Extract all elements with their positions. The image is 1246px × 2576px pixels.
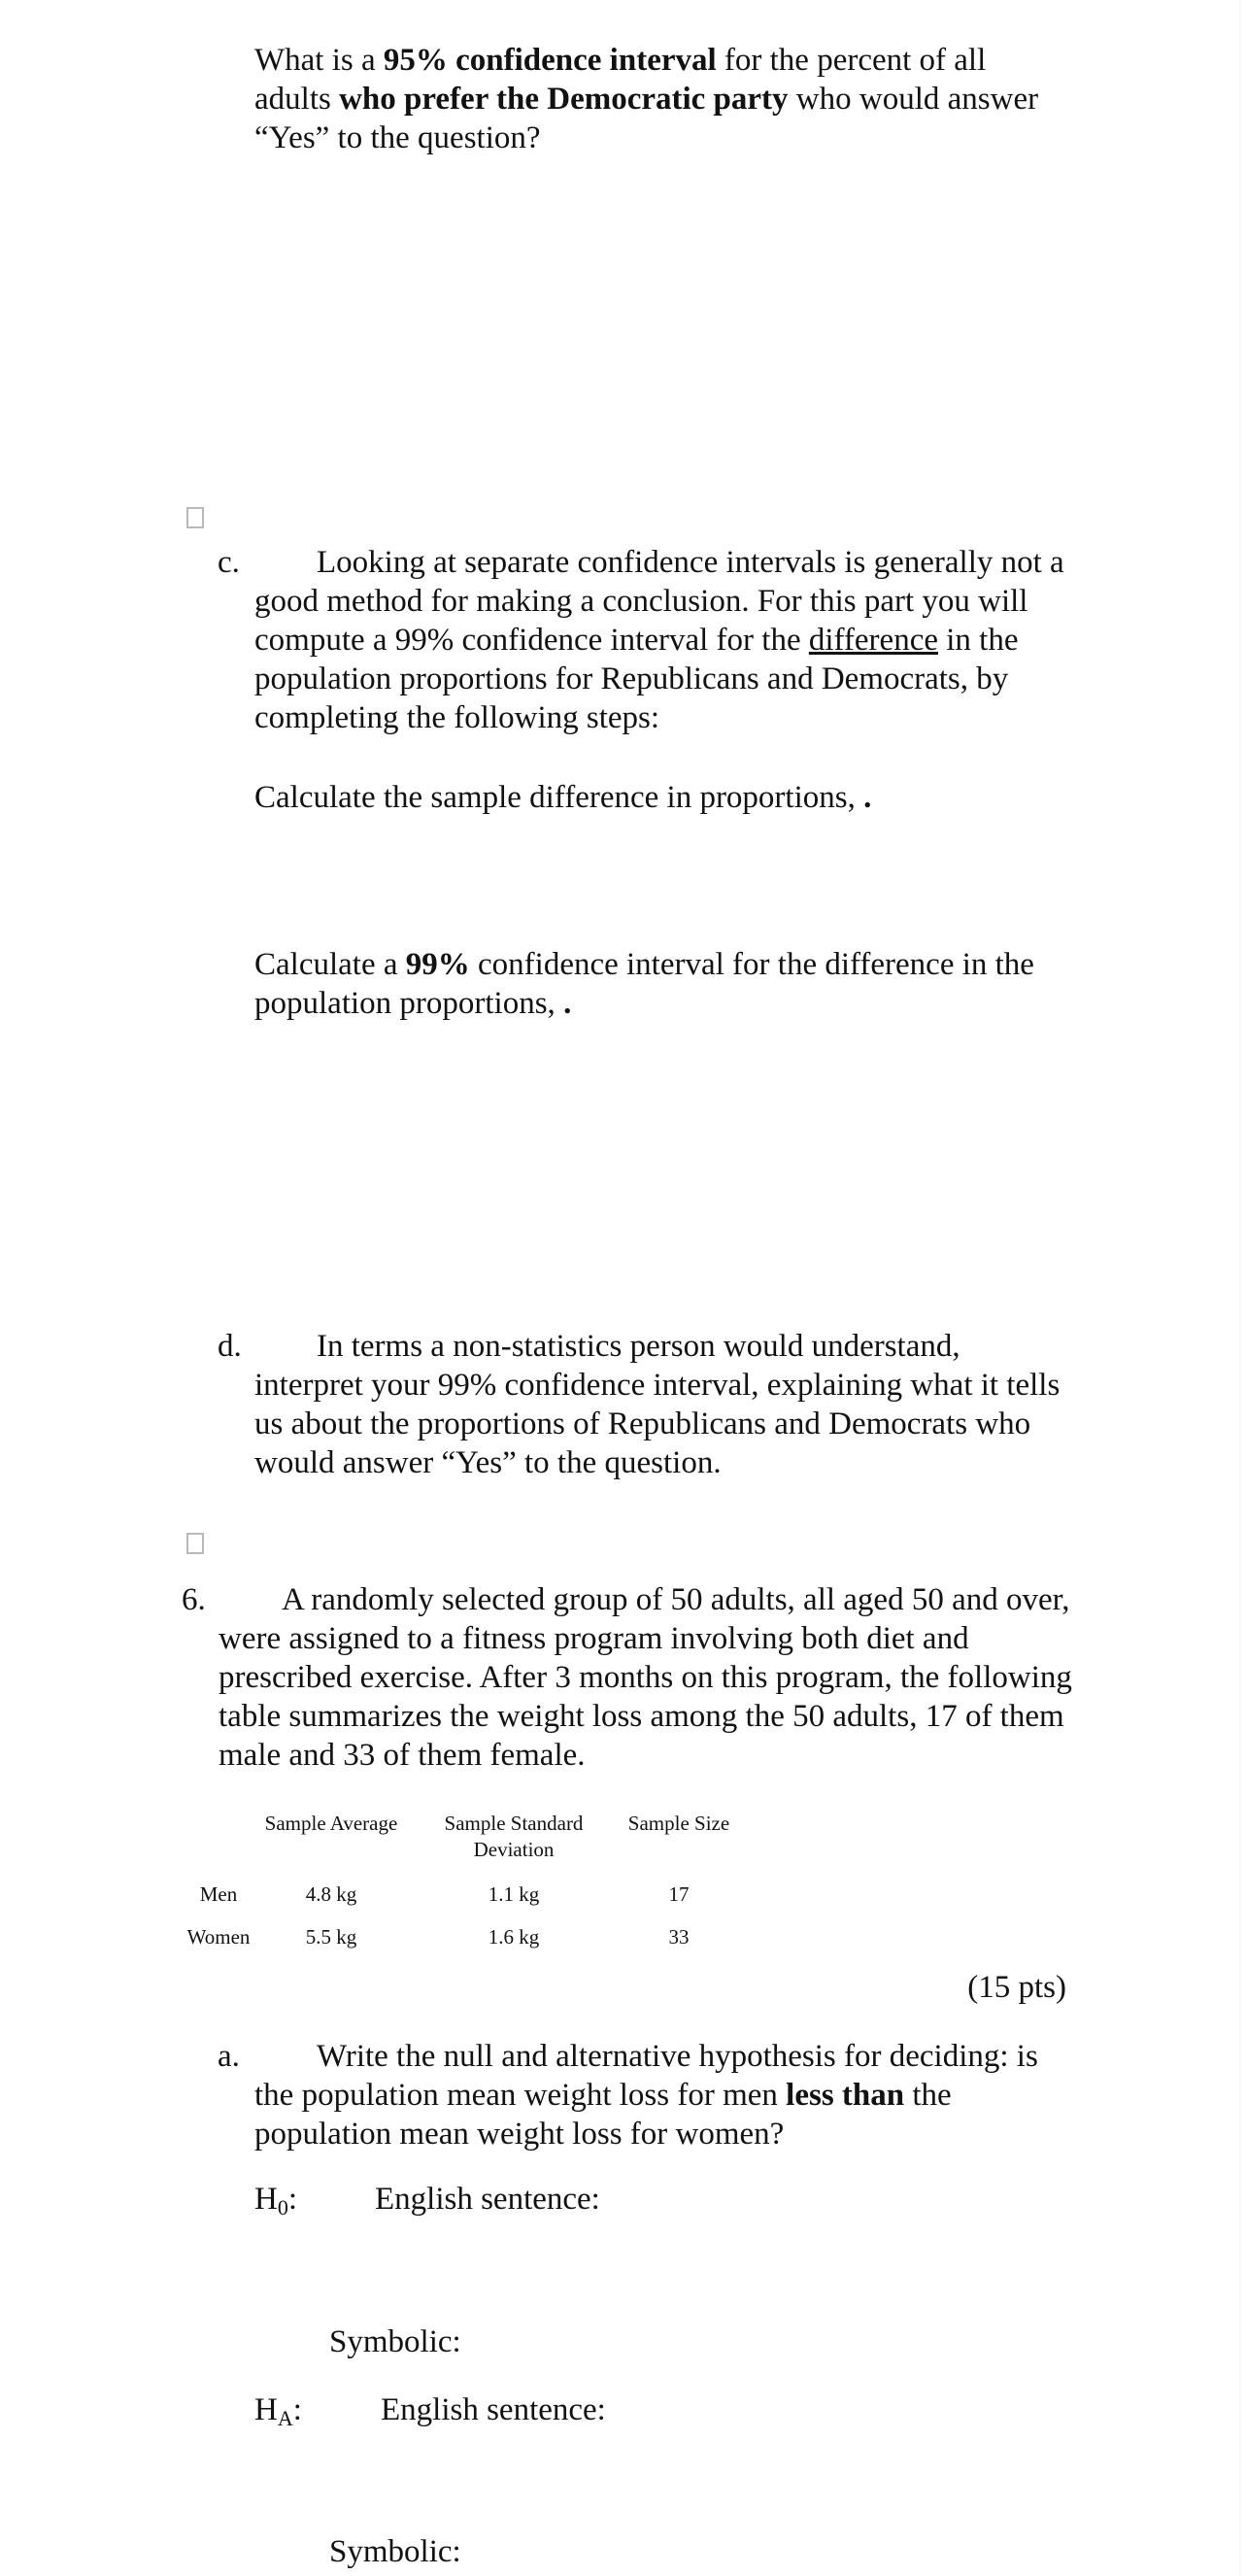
null-hypothesis-label: $H_0$: — [254, 2182, 298, 2220]
part-c-step1: Calculate the sample difference in proportions, . — [254, 780, 872, 815]
table-header-size: Sample Size — [627, 1812, 730, 1835]
table-cell-sd: 1.1 kg — [488, 1882, 540, 1906]
null-symbolic-label: Symbolic: — [329, 2324, 461, 2359]
answer-checkbox-6[interactable] — [186, 1533, 204, 1554]
alternative-symbolic-label: Symbolic: — [329, 2534, 461, 2569]
table-header-average: Sample Average — [264, 1812, 398, 1835]
part-d-label: d. — [218, 1329, 242, 1364]
table-cell-sd: 1.6 kg — [488, 1925, 540, 1949]
part-c-intro: Looking at separate confidence intervals is generally not a good method for making a conclusion. For this part you will compute a 99% confidence interval for the difference in the population proportions for Republicans and Democrats, by completing the following steps: — [254, 545, 1064, 735]
part-b-question: What is a 95% confidence interval for the percent of all adults who prefer the Democratic party who would answer “Yes” to the question? — [254, 43, 1039, 155]
table-header-sd: Sample Standard Deviation — [444, 1812, 584, 1861]
table-cell-size: 33 — [668, 1925, 690, 1949]
part-c-step2: Calculate a 99% confidence interval for the difference in the population proportions, . — [254, 947, 1034, 1021]
answer-checkbox-c[interactable] — [186, 507, 204, 528]
part-a-label: a. — [218, 2039, 240, 2074]
question-6-points: (15 pts) — [967, 1970, 1066, 2005]
question-6-number: 6. — [182, 1582, 206, 1617]
part-a-text: Write the null and alternative hypothesis for deciding: is the population mean weight loss for men less than the population mean weight loss for women? — [254, 2039, 1038, 2152]
part-c-label: c. — [218, 545, 240, 580]
part-d-text: In terms a non-statistics person would understand, interpret your 99% confidence interval, explaining what it tells us about the proportions of Republicans and Democrats who would answer “Yes” to the question. — [254, 1329, 1061, 1480]
alternative-hypothesis-label: $H_A$: — [254, 2392, 302, 2430]
table-cell-average: 5.5 kg — [305, 1925, 357, 1949]
question-6-text: A randomly selected group of 50 adults, all aged 50 and over, were assigned to a fitness program involving both diet and prescribed exercise. After 3 months on this program, the following table summarizes the weight loss among the 50 adults, 17 of them male and 33 of them female. — [219, 1582, 1072, 1773]
alternative-english-label: English sentence: — [381, 2392, 606, 2427]
table-cell-average: 4.8 kg — [305, 1882, 357, 1906]
null-english-label: English sentence: — [375, 2182, 600, 2217]
page-edge — [1239, 0, 1240, 2576]
table-row-label: Men — [199, 1882, 238, 1906]
table-cell-size: 17 — [668, 1882, 690, 1906]
table-row-label: Women — [186, 1925, 251, 1949]
